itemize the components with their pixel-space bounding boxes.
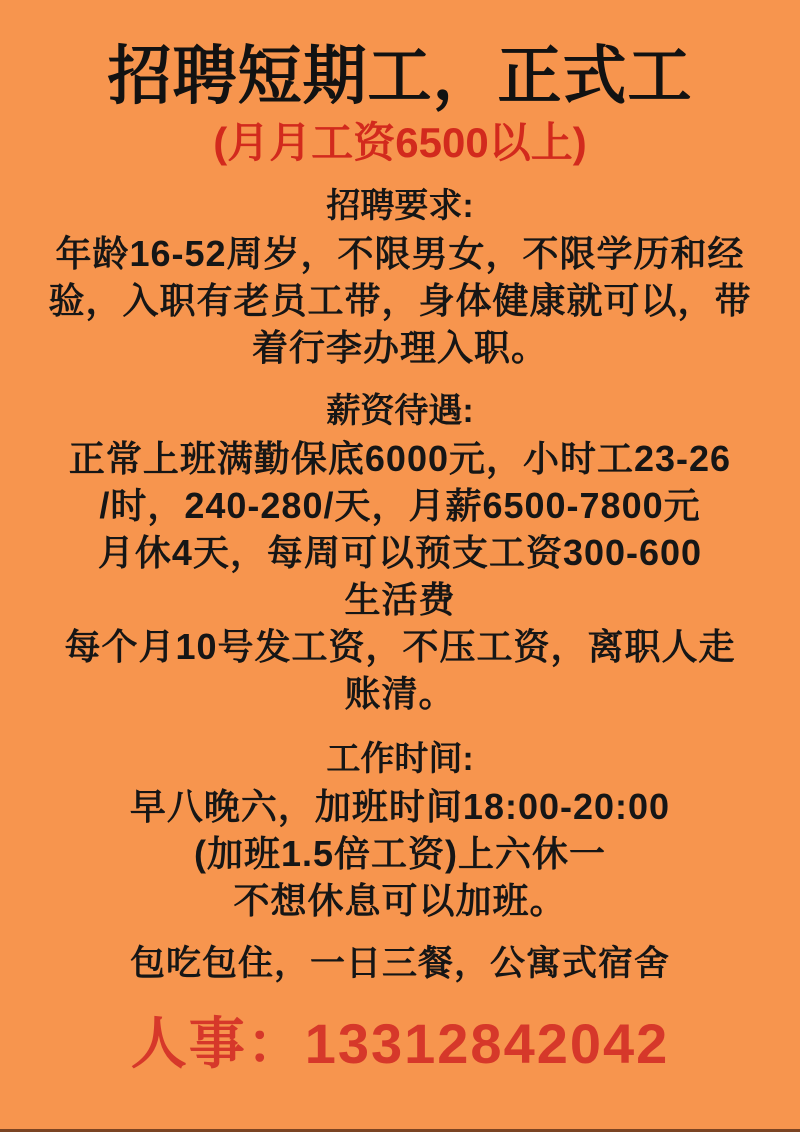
salary-heading: 薪资待遇: [326,392,474,430]
poster-subtitle: (月月工资6500以上) [213,119,587,166]
benefits-line: 包吃包住，一日三餐，公寓式宿舍 [129,944,670,983]
requirements-line: 着行李办理入职。 [251,327,548,368]
section-salary [64,391,735,717]
contact-phone-number: 13312842042 [304,1012,670,1075]
salary-line: 生活费 [344,579,456,620]
worktime-line: 早八晚六，加班时间18:00-20:00 [129,786,671,827]
salary-line: 月休4天，每周可以预支工资300-600 [97,532,703,573]
salary-line: 账清。 [344,673,456,714]
requirements-heading: 招聘要求: [326,187,474,225]
requirements-line: 验，入职有老员工带，身体健康就可以，带 [48,280,752,321]
worktime-line: 不想休息可以加班。 [233,880,567,921]
salary-line: 正常上班满勤保底6000元，小时工23-26 [68,438,732,479]
worktime-line: (加班1.5倍工资)上六休一 [193,833,606,874]
salary-line: /时，240-280/天，月薪6500-7800元 [99,485,701,526]
contact-line [131,1014,670,1074]
requirements-line: 年龄16-52周岁，不限男女，不限学历和经 [55,233,745,274]
worktime-heading: 工作时间: [326,740,474,778]
section-requirements [48,186,751,371]
contact-label: 人事： [130,1012,305,1075]
section-worktime [130,739,670,924]
poster-title: 招聘短期工，正式工 [107,40,693,112]
salary-line: 每个月10号发工资，不压工资，离职人走 [64,626,736,667]
